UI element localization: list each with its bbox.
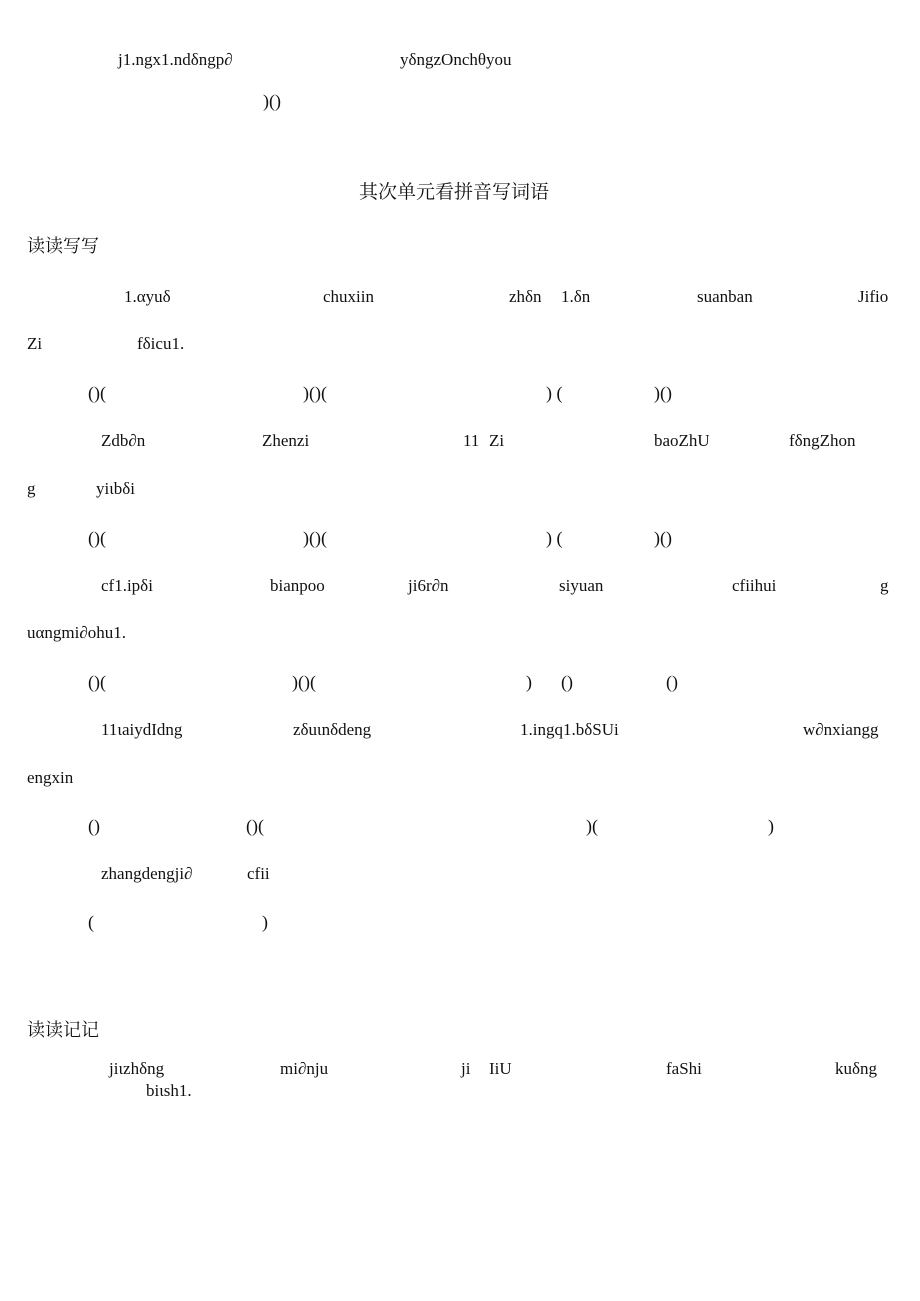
pinyin-word: g <box>27 479 36 498</box>
pinyin-word: bianpoo <box>270 576 325 595</box>
answer-brackets: () <box>88 816 100 836</box>
pinyin-word: zδuιnδdeng <box>293 720 372 739</box>
answer-brackets: )()( <box>303 528 327 548</box>
pinyin-word: 1.δn <box>561 287 591 306</box>
pinyin-word: Jifio <box>858 287 889 306</box>
pinyin-word: jiιzhδng <box>109 1059 165 1078</box>
pinyin-word: chuxiin <box>323 287 374 306</box>
top-pinyin-right: yδngzOnchθyou <box>400 50 512 69</box>
pinyin-word: Zi <box>27 334 43 353</box>
pinyin-word: baoZhU <box>654 431 710 450</box>
pinyin-word: cfii <box>247 864 270 883</box>
pinyin-word: mi∂nju <box>280 1059 329 1078</box>
answer-brackets: ()( <box>88 383 106 403</box>
pinyin-word: suanban <box>697 287 753 306</box>
answer-brackets: () <box>666 672 678 692</box>
pinyin-word: 1.ingq1.bδSUi <box>520 720 619 739</box>
answer-brackets: ) <box>262 912 268 932</box>
pinyin-word: ji <box>461 1059 471 1078</box>
section-heading-read-remember: 读读记记 <box>27 1020 99 1040</box>
pinyin-word: IiU <box>489 1059 512 1078</box>
pinyin-word: zhangdengji∂ <box>101 864 193 883</box>
answer-brackets: ) ( <box>546 528 563 548</box>
answer-brackets: ()( <box>88 672 106 692</box>
pinyin-word: 11 <box>463 431 480 450</box>
answer-brackets: ()( <box>88 528 106 548</box>
answer-brackets: )()( <box>303 383 327 403</box>
top-answer-brackets: )() <box>263 91 281 111</box>
pinyin-word: siyuan <box>559 576 604 595</box>
pinyin-word: 11ιaiydIdng <box>101 720 183 739</box>
answer-brackets: ) <box>526 672 532 692</box>
pinyin-word: Zdb∂n <box>101 431 146 450</box>
answer-brackets: )() <box>654 383 672 403</box>
pinyin-word: biιsh1. <box>146 1081 192 1100</box>
pinyin-word: zhδn <box>509 287 542 306</box>
page-title: 其次单元看拼音写词语 <box>359 182 550 203</box>
answer-brackets: ( <box>88 912 94 932</box>
pinyin-word: w∂nxiangg <box>803 720 879 739</box>
pinyin-word: 1.αyuδ <box>124 287 171 306</box>
pinyin-word: engxin <box>27 768 74 787</box>
pinyin-word: yiιbδi <box>96 479 136 498</box>
pinyin-word: uαngmi∂ohu1. <box>27 623 127 642</box>
answer-brackets: () <box>561 672 573 692</box>
pinyin-word: fδngZhon <box>789 431 856 450</box>
answer-brackets: ()( <box>246 816 264 836</box>
pinyin-word: cf1.ipδi <box>101 576 153 595</box>
pinyin-word: Zhenzi <box>262 431 310 450</box>
pinyin-word: kuδng <box>835 1059 878 1078</box>
pinyin-word: g <box>880 576 889 595</box>
pinyin-word: faShi <box>666 1059 702 1078</box>
answer-brackets: )( <box>586 816 598 836</box>
answer-brackets: )()( <box>292 672 316 692</box>
top-pinyin-left: j1.ngx1.ndδngp∂ <box>118 50 233 69</box>
section-heading-read-write: 读读写写 <box>27 236 99 256</box>
answer-brackets: ) <box>768 816 774 836</box>
pinyin-word: cfiihui <box>732 576 777 595</box>
answer-brackets: ) ( <box>546 383 563 403</box>
answer-brackets: )() <box>654 528 672 548</box>
pinyin-word: Zi <box>489 431 505 450</box>
pinyin-word: fδicu1. <box>137 334 185 353</box>
pinyin-word: ji6r∂n <box>408 576 449 595</box>
